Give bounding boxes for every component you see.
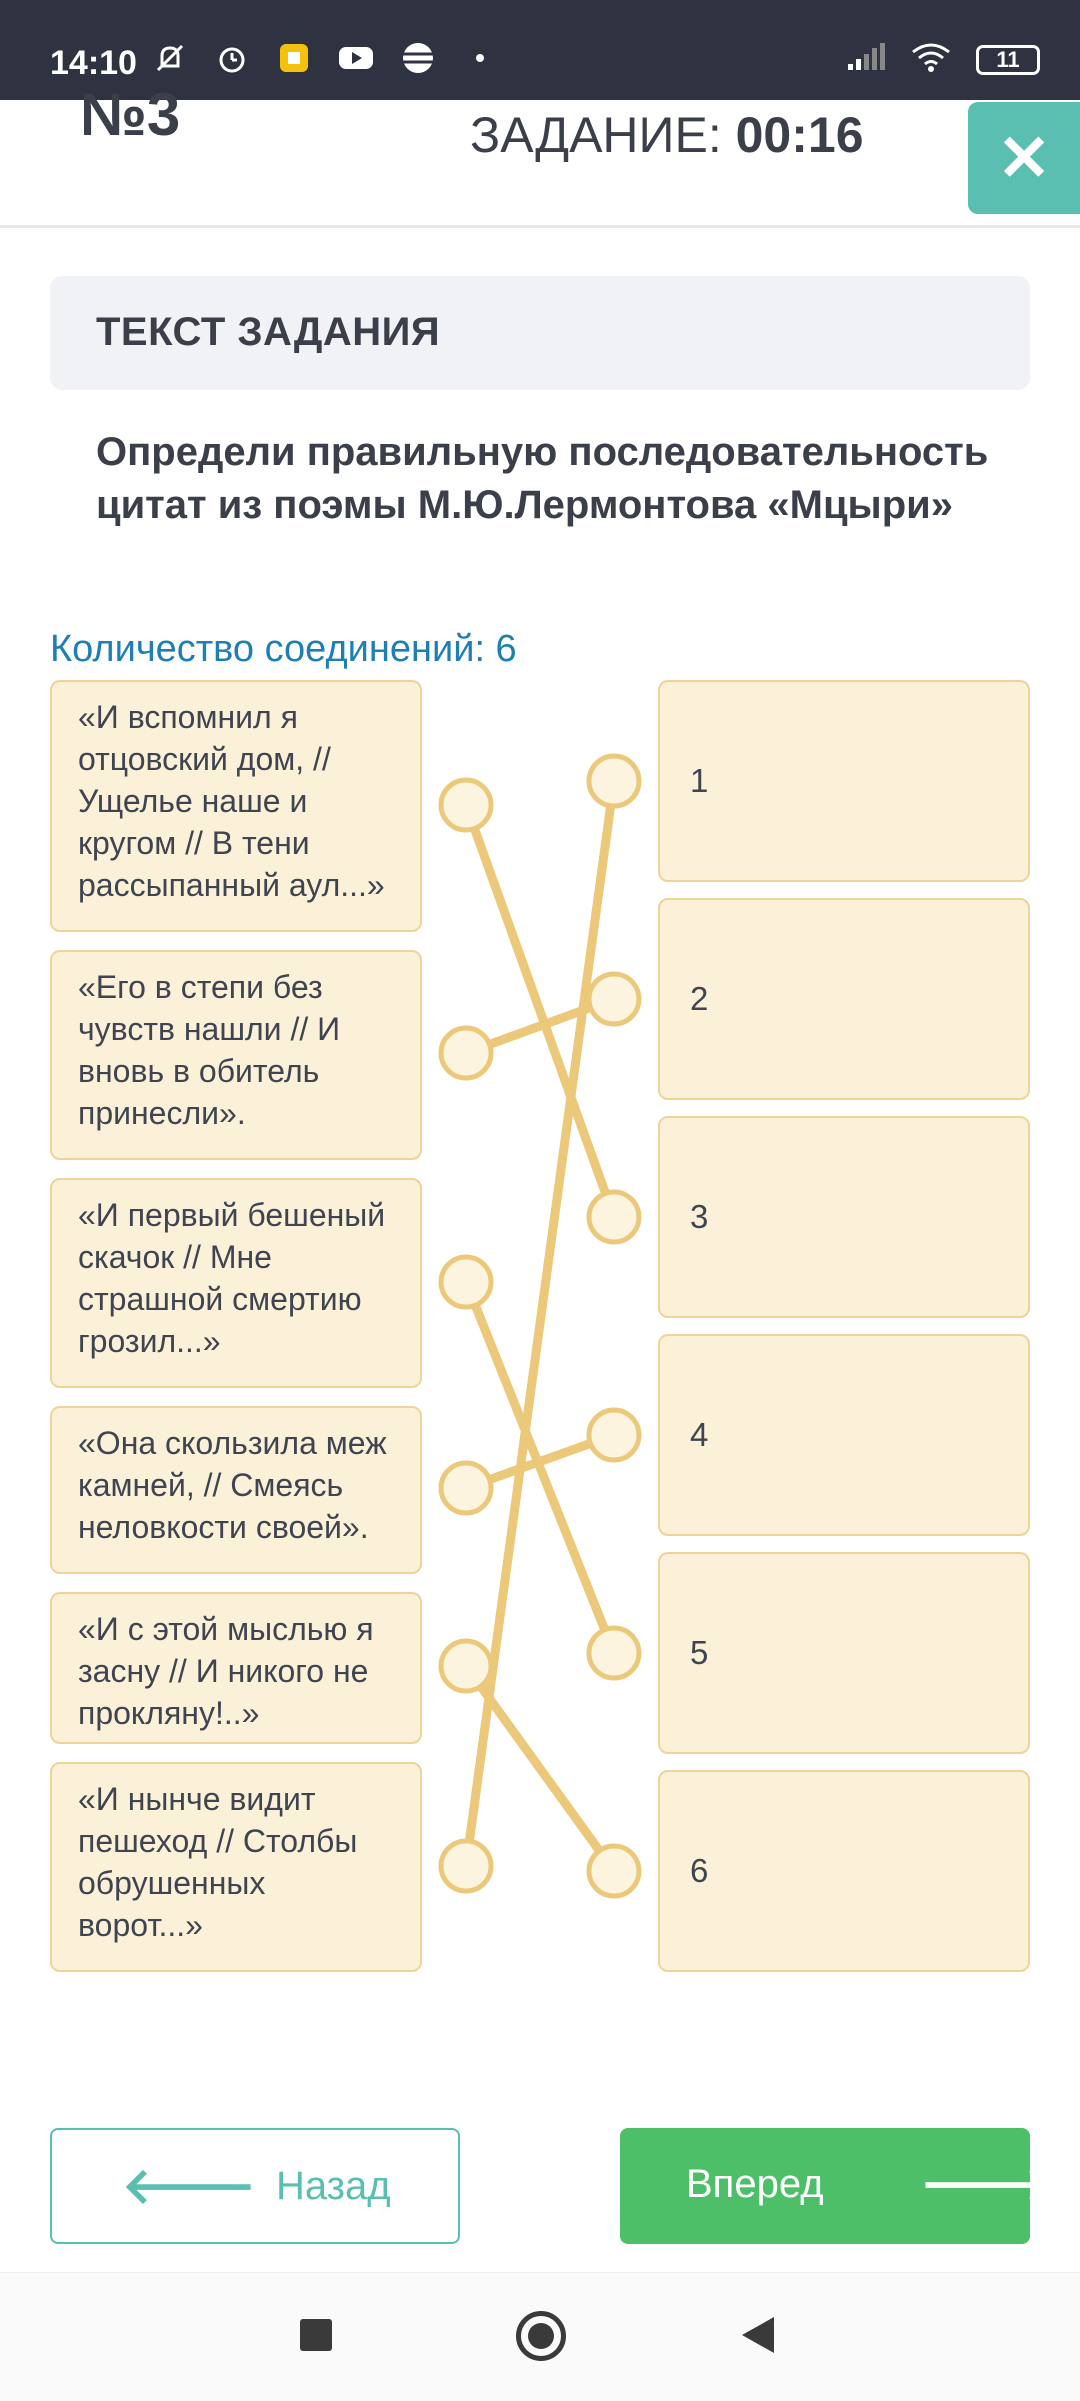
recent-apps-button[interactable] (300, 2319, 332, 2351)
quote-connector-6[interactable] (441, 1841, 491, 1891)
number-label: 6 (690, 1852, 709, 1889)
quote-connector-4[interactable] (441, 1463, 491, 1513)
question-text: Определи правильную последовательность цитат из поэмы М.Ю.Лермонтова «Мцыри» (96, 430, 989, 527)
close-icon: ✕ (997, 121, 1051, 194)
next-button-label: Вперед (686, 2162, 824, 2206)
number-connector-2[interactable] (589, 974, 639, 1024)
home-button[interactable] (516, 2311, 566, 2361)
number-connector-3[interactable] (589, 1192, 639, 1242)
number-label: 4 (690, 1416, 709, 1453)
connections-counter: Количество соединений: 6 (50, 628, 517, 670)
next-button[interactable] (620, 2128, 1055, 2244)
timer-value: 00:16 (735, 107, 864, 163)
quote-text: «Его в степи без чувств нашли // И вновь в обитель принесли». (78, 969, 341, 1131)
quote-connector-2[interactable] (441, 1028, 491, 1078)
number-connector-6[interactable] (589, 1846, 639, 1896)
quote-text: «Она скользила меж камней, // Смеясь неловкости своей». (78, 1425, 387, 1545)
number-label: 3 (690, 1198, 709, 1235)
system-nav-bar (0, 2272, 1080, 2401)
task-header-title: ТЕКСТ ЗАДАНИЯ (96, 310, 441, 354)
battery-icon: 11 (976, 45, 1040, 75)
number-connector-1[interactable] (589, 756, 639, 806)
system-back-button[interactable] (742, 2317, 774, 2353)
timer-label: ЗАДАНИЕ: (470, 107, 722, 163)
number-connector-4[interactable] (589, 1410, 639, 1460)
status-time: 14:10 (50, 44, 137, 82)
arrow-left-icon: 🡐 (122, 2158, 257, 2214)
quote-connector-5[interactable] (441, 1641, 491, 1691)
number-connector-5[interactable] (589, 1628, 639, 1678)
connection-line-6-1 (466, 781, 614, 1866)
quote-text: «И первый бешеный скачок // Мне страшной смертию грозил...» (78, 1197, 386, 1359)
back-button-label: Назад (276, 2164, 391, 2208)
number-label: 1 (690, 762, 709, 799)
quote-text: «И нынче видит пешеход // Столбы обрушенных ворот...» (78, 1781, 358, 1943)
number-label: 2 (690, 980, 709, 1017)
quote-connector-3[interactable] (441, 1257, 491, 1307)
back-button[interactable] (50, 2128, 460, 2244)
question-number: №3 (80, 81, 181, 148)
quote-text: «И с этой мыслью я засну // И никого не прокляну!..» (78, 1611, 374, 1731)
number-label: 5 (690, 1634, 709, 1671)
arrow-right-icon: 🡒 (920, 2156, 1055, 2212)
quote-text: «И вспомнил я отцовский дом, // Ущелье наше и кругом // В тени рассыпанный аул...» (78, 699, 385, 903)
quote-connector-1[interactable] (441, 780, 491, 830)
